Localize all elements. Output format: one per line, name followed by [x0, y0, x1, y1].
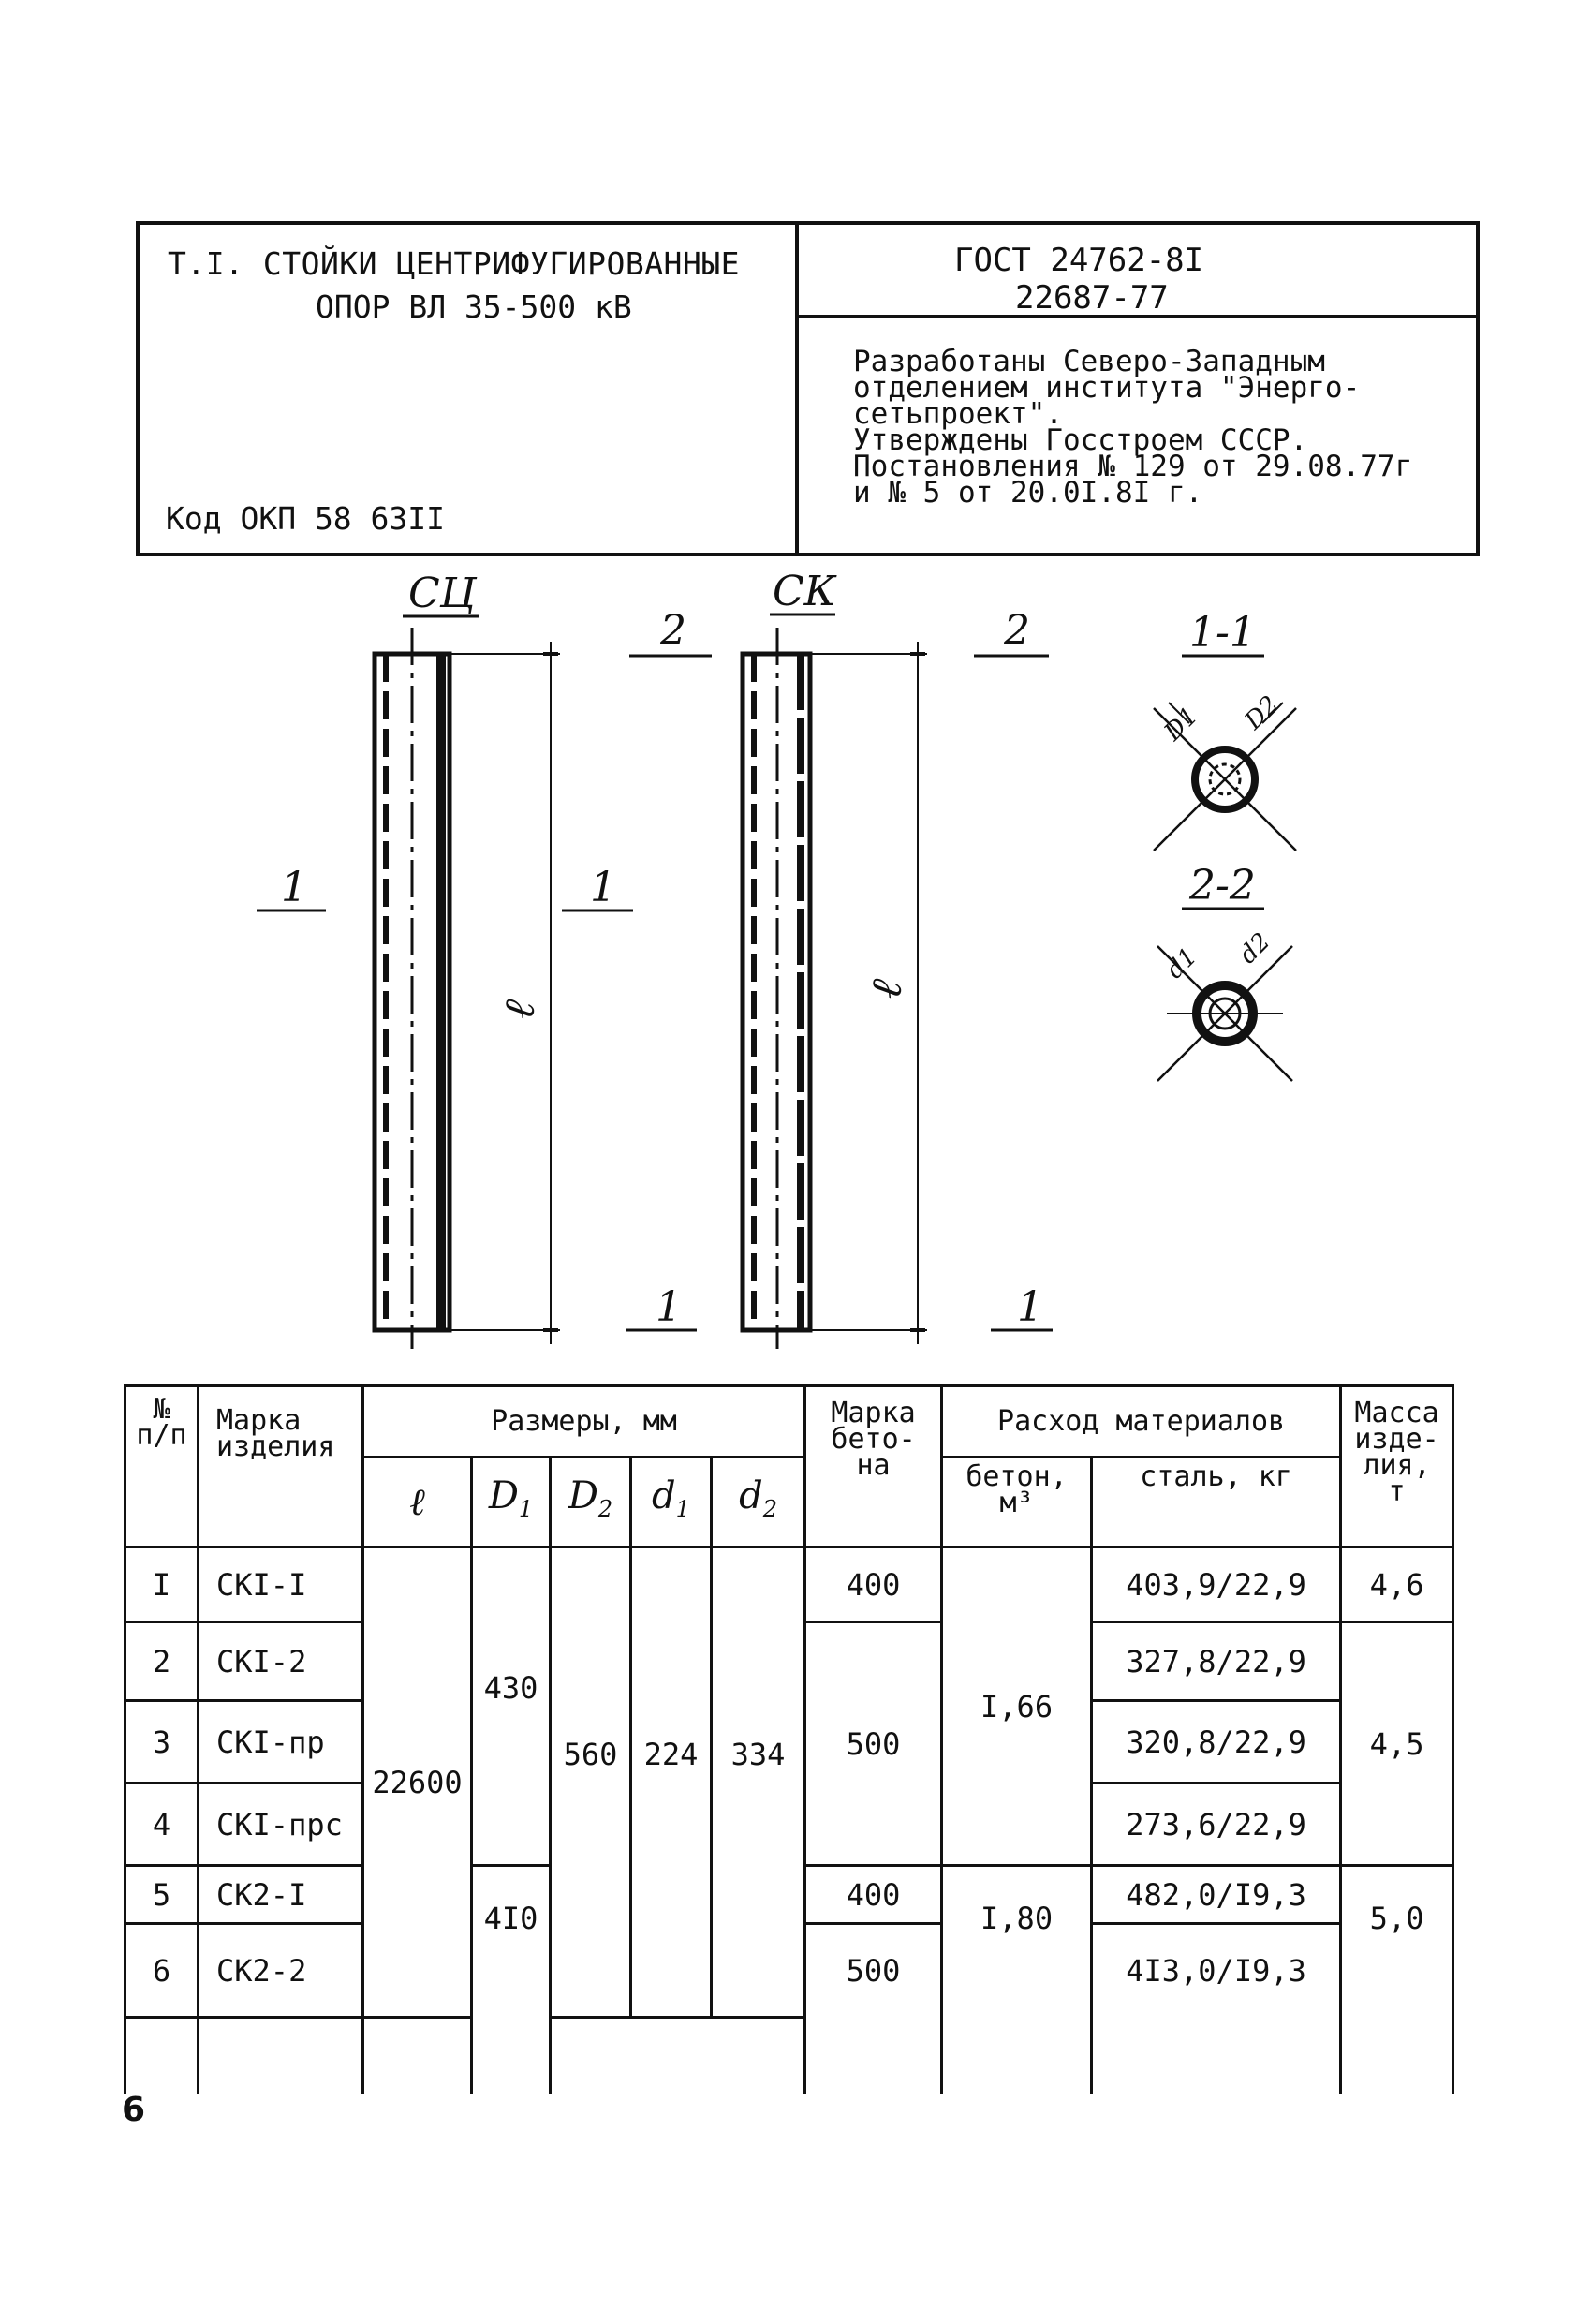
merged-mass-2: 4,5	[1341, 1622, 1453, 1866]
merged-concrete-volume-a: I,66	[942, 1547, 1092, 1866]
col-mass-header: Масса изде- лия, т	[1341, 1386, 1453, 1547]
col-concrete-grade-header: Марка бето- на	[805, 1386, 942, 1547]
merged-D1-b: 4I0	[472, 1866, 551, 2095]
row-number: 4	[125, 1784, 199, 1866]
label-d1: d1	[1160, 942, 1203, 984]
col-mark-header: Марка изделия	[199, 1386, 363, 1547]
row-mark: СК2-2	[199, 1924, 363, 2018]
row-number: 2	[125, 1622, 199, 1701]
row-concrete-grade: 400	[805, 1547, 942, 1622]
label-1-sk-bottom: 1	[1017, 1283, 1043, 1331]
merged-D2: 560	[551, 1547, 631, 2018]
row-steel: 4I3,0/I9,3	[1092, 1924, 1341, 2095]
row-mark: СКI-I	[199, 1547, 363, 1622]
row-number: 6	[125, 1924, 199, 2018]
label-2-su: 2	[660, 607, 686, 655]
row-mark: СКI-2	[199, 1622, 363, 1701]
row-number: 3	[125, 1701, 199, 1784]
okp-code: Код ОКП 58 63II	[166, 500, 446, 537]
label-1-su-bottom: 1	[656, 1283, 682, 1331]
label-length-su: ℓ	[492, 996, 546, 1023]
section-1-1-title: 1-1	[1189, 609, 1256, 657]
gost-number-1: ГОСТ 24762-8I	[954, 242, 1204, 279]
col-D2-header: $D_2$	[551, 1458, 631, 1547]
table-row	[125, 1547, 1453, 1622]
title-block-left	[140, 225, 799, 553]
label-length-sk: ℓ	[859, 975, 913, 1002]
merged-concrete-grade-500: 500	[805, 1622, 942, 1866]
row-steel: 327,8/22,9	[1092, 1622, 1341, 1701]
title-block	[136, 221, 1480, 556]
col-D1-header: $D_1$	[472, 1458, 551, 1547]
merged-d2: 334	[712, 1547, 805, 2018]
gost-number-2: 22687-77	[1015, 279, 1169, 317]
pole-drawing	[0, 562, 1592, 1368]
col-steel-header: сталь, кг	[1092, 1458, 1341, 1547]
label-su: СЦ	[408, 570, 477, 617]
col-l-header: ℓ	[363, 1458, 472, 1547]
row-number: I	[125, 1547, 199, 1622]
col-materials-header: Расход материалов	[942, 1386, 1341, 1458]
row-concrete-grade: 400	[805, 1866, 942, 1924]
merged-D1-a: 430	[472, 1547, 551, 1866]
label-2-sk: 2	[1004, 607, 1030, 655]
document-title-line1: Т.I. СТОЙКИ ЦЕНТРИФУГИРОВАННЫЕ	[168, 245, 741, 282]
col-sizes-header: Размеры, мм	[363, 1386, 805, 1458]
row-steel: 273,6/22,9	[1092, 1784, 1341, 1866]
col-number-header: № п/п	[125, 1386, 199, 1547]
section-2-2-title: 2-2	[1189, 862, 1256, 910]
specification-table	[124, 1384, 1454, 2094]
merged-mass-1: 4,6	[1341, 1547, 1453, 1622]
label-1-mid: 1	[590, 864, 616, 911]
row-mark: СК2-I	[199, 1866, 363, 1924]
merged-l: 22600	[363, 1547, 472, 2018]
label-D1: D1	[1158, 702, 1204, 747]
merged-mass-3: 5,0	[1341, 1866, 1453, 2095]
row-steel: 320,8/22,9	[1092, 1701, 1341, 1784]
row-concrete-grade: 500	[805, 1924, 942, 2095]
col-d1-header: $d_1$	[631, 1458, 712, 1547]
label-sk: СК	[773, 568, 836, 615]
row-mark: СКI-прс	[199, 1784, 363, 1866]
page-number: 6	[122, 2091, 146, 2129]
merged-d1: 224	[631, 1547, 712, 2018]
row-mark: СКI-пр	[199, 1701, 363, 1784]
col-d2-header: $d_2$	[712, 1458, 805, 1547]
developer-approval-text: Разработаны Северо-Западным отделением института "Энерго- сетьпроект". Утверждены Госстроем СССР. Постановления № 129 от 29.08.77г и № 5 от 20.0I.8I г.	[853, 345, 1413, 510]
label-1-left: 1	[281, 864, 307, 911]
row-number: 5	[125, 1866, 199, 1924]
col-concrete-volume-header: бетон, м³	[942, 1458, 1092, 1547]
row-steel: 403,9/22,9	[1092, 1547, 1341, 1622]
merged-concrete-volume-b: I,80	[942, 1866, 1092, 2095]
document-title-line2: ОПОР ВЛ 35-500 кВ	[316, 289, 632, 325]
label-d2: d2	[1233, 927, 1276, 970]
row-steel: 482,0/I9,3	[1092, 1866, 1341, 1924]
label-D2: D2	[1239, 690, 1285, 735]
